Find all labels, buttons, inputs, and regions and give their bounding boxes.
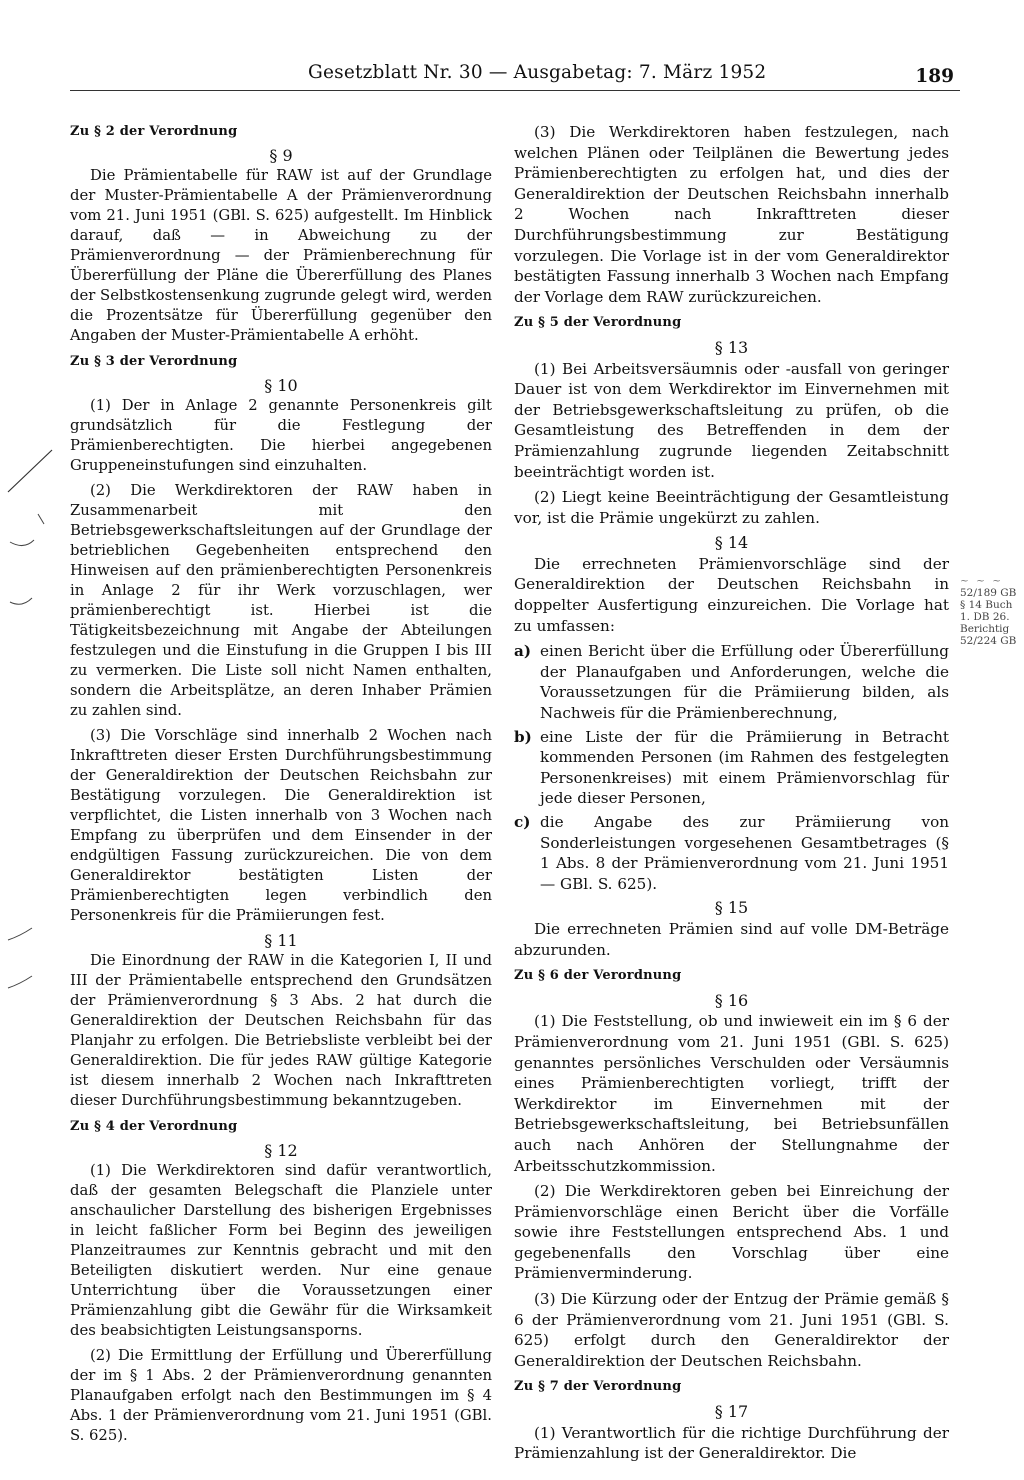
subheading: Zu § 2 der Verordnung [70,124,238,139]
list-item-text: die Angabe des zur Prämiierung von Sonderleistungen vorgesehenen Gesamtbetrages (§ 1 Abs. 8 der Prämienverordnung vom 21. Juni 1951 — GBl. S. 625). [540,813,949,893]
header-title: Gesetzblatt Nr. 30 — Ausgabetag: 7. März 1952 [308,62,767,83]
list-item-label: a) [514,642,532,661]
paragraph: (3) Die Kürzung oder der Entzug der Prämie gemäß § 6 der Prämienverordnung vom 21. Juni 1951 (GBl. S. 625) erfolgt durch den Generaldirektor der Generaldirektion der Deutschen Reichsbahn. [514,1290,949,1370]
paragraph: Die Einordnung der RAW in die Kategorien I, II und III der Prämientabelle entsprechend den Grundsätzen der Prämienverordnung § 3 Abs. 2 hat durch die Generaldirektion der Deutschen Reichsbahn für das Planjahr zu erfolgen. Die Betriebsliste verbleibt bei der Generaldirektion. Die für jedes RAW gültige Kategorie ist diesem innerhalb 2 Wochen nach Inkrafttreten dieser Durchführungsbestimmung bekanntzugeben. [70,952,492,1109]
page-number: 189 [915,66,954,87]
paragraph: (2) Die Werkdirektoren geben bei Einreichung der Prämienvorschläge einen Bericht über die Vorfälle sowie ihre Feststellungen entsprechend Abs. 1 und gegebenenfalls den Vorschlag über eine Prämienverminderung. [514,1182,949,1283]
paragraph: (1) Der in Anlage 2 genannte Personenkreis gilt grundsätzlich für die Festlegung der Prämienberechtigten. Die hierbei angegebenen Gruppeneinstufungen sind einzuhalten. [70,397,492,474]
paragraph: Die Prämientabelle für RAW ist auf der Grundlage der Muster-Prämientabelle A der Prämienverordnung vom 21. Juni 1951 (GBl. S. 625) aufgestellt. Im Hinblick darauf, daß — in Abweichung zu der Prämienverordnung — der Prämienberechnung für Übererfüllung der Pläne die Übererfüllung des Planes der Selbstkostensenkung zugrunde gelegt wird, werden die Prozentsätze für Übererfüllung gegenüber den Angaben der Muster-Prämientabelle A erhöht. [70,167,492,344]
section-number: § 11 [264,931,298,950]
section-number: § 13 [714,337,749,357]
list-item [514,812,949,894]
margin-note [960,575,1024,647]
margin-note-line: 1. DB 26. [960,611,1010,623]
list-item-text: einen Bericht über die Erfüllung oder Übererfüllung der Planaufgaben und Anforderungen, welche die Voraussetzungen für die Prämiierung bilden, als Nachweis für die Prämienberechnung, [540,642,949,723]
page-header [70,62,960,98]
list-item [514,641,949,723]
pencil-stroke [10,598,32,604]
paragraph: (1) Die Feststellung, ob und inwieweit ein im § 6 der Prämienverordnung vom 21. Juni 1951 (GBl. S. 625) genanntes persönliches Verschulden oder Versäumnis eines Prämienberechtigten vorliegt, trifft der Werkdirektor im Einvernehmen mit der Betriebsgewerkschaftsleitung, bei Betriebsunfällen auch nach Anhören der Stellungnahme der Arbeitsschutzkommission. [514,1012,949,1175]
pencil-stroke [8,928,32,940]
margin-note-line: 52/189 GB [960,587,1017,599]
paragraph: (3) Die Werkdirektoren haben festzulegen, nach welchen Plänen oder Teilplänen die Bewertung jedes Prämienberechtigten zu erfolgen hat, und dies der Generaldirektion der Deutschen Reichsbahn innerhalb 2 Wochen nach Inkrafttreten dieser Durchführungsbestimmung zur Bestätigung vorzulegen. Die Vorlage ist in der vom Generaldirektor bestätigten Fassung innerhalb 3 Wochen nach Empfang der Vorlage dem RAW zurückzureichen. [514,123,949,306]
pencil-stroke [38,514,44,524]
paragraph: (2) Die Werkdirektoren der RAW haben in Zusammenarbeit mit den Betriebsgewerkschaftsleitungen auf der Grundlage der betrieblichen Gegebenheiten entsprechend den Hinweisen auf den prämienberechtigten Personenkreis in Anlage 2 für ihr Werk vorzuschlagen, wer prämienberechtigt ist. Hierbei ist die Tätigkeitsbezeichnung mit Angabe der Abteilungen festzulegen und die Einstufung in die Gruppen I bis III zu vermerken. Die Liste soll nicht Namen enthalten, sondern die Arbeitsplätze, an deren Inhaber Prämien zu zahlen sind. [70,482,492,719]
margin-note-line: § 14 Buch [960,599,1013,611]
section-number: § 12 [264,1141,298,1160]
paragraph: (1) Die Werkdirektoren sind dafür verantwortlich, daß der gesamten Belegschaft die Planziele unter anschaulicher Darstellung des bisherigen Ergebnisses in leicht faßlicher Form bei Beginn des jeweiligen Planzeitraumes zur Kenntnis gebracht und mit den Beteiligten diskutiert werden. Nur eine genaue Unterrichtung über die Voraussetzungen einer Prämienzahlung gibt die Gewähr für die Wirksamkeit des beabsichtigten Leistungsansporns. [70,1162,492,1339]
pencil-stroke [8,450,52,492]
header-rule [70,90,960,91]
subheading: Zu § 7 der Verordnung [514,1379,682,1395]
list-item-text: eine Liste der für die Prämiierung in Betracht kommenden Personen (im Rahmen des festgelegten Personenkreises) mit einem Prämienvorschlag für jede dieser Personen, [540,727,949,808]
list-item-label: b) [514,727,532,746]
margin-pencil-marks [0,440,60,640]
margin-pencil-marks-lower [0,920,60,1000]
list-item [514,727,949,809]
section-number: § 15 [714,898,749,918]
section-number: § 10 [264,376,298,395]
margin-note-line: Berichtig [960,623,1010,635]
paragraph: (3) Die Vorschläge sind innerhalb 2 Wochen nach Inkrafttreten dieser Ersten Durchführungsbestimmung der Generaldirektion der Deutschen Reichsbahn zur Bestätigung vorzulegen. Die Generaldirektion ist verpflichtet, die Listen innerhalb von 3 Wochen nach Empfang zu überprüfen und dem Einsender in der endgültigen Fassung zurückzureichen. Die von dem Generaldirektor bestätigten Listen der Prämienberechtigten legen verbindlich den Personenkreis für die Prämiierungen fest. [70,727,492,924]
section-number: § 14 [714,533,749,553]
paragraph: (1) Verantwortlich für die richtige Durchführung der Prämienzahlung ist der Generaldirektor. Die [514,1423,949,1463]
margin-squiggle: ~ ~ ~ [960,575,1004,587]
paragraph: (2) Liegt keine Beeinträchtigung der Gesamtleistung vor, ist die Prämie ungekürzt zu zahlen. [514,488,949,527]
list-item-label: c) [514,813,531,831]
margin-note-line: 52/224 GB [960,635,1017,647]
paragraph: Die errechneten Prämien sind auf volle DM-Beträge abzurunden. [514,919,949,959]
paragraph: Die errechneten Prämienvorschläge sind der Generaldirektion der Deutschen Reichsbahn in doppelter Ausfertigung einzureichen. Die Vorlage hat zu umfassen: [514,554,949,635]
right-column [514,122,949,1469]
left-column [70,116,492,1451]
section-number: § 9 [269,146,293,165]
paragraph: (1) Bei Arbeitsversäumnis oder -ausfall von geringer Dauer ist von dem Werkdirektor im Einvernehmen mit der Betriebsgewerkschaftsleitung zu prüfen, ob die Gesamtleistung des Betreffenden in dem der Prämienzahlung zugrunde liegenden Zeitabschnitt beeinträchtigt worden ist. [514,359,949,481]
paragraph: (2) Die Ermittlung der Erfüllung und Übererfüllung der im § 1 Abs. 2 der Prämienverordnung genannten Planaufgaben erfolgt nach den Bestimmungen im § 4 Abs. 1 der Prämienverordnung vom 21. Juni 1951 (GBl. S. 625). [70,1347,492,1444]
subheading: Zu § 6 der Verordnung [514,968,682,984]
section-number: § 16 [714,990,749,1010]
pencil-stroke [10,540,34,546]
subheading: Zu § 5 der Verordnung [514,315,682,331]
subheading: Zu § 3 der Verordnung [70,354,238,369]
subheading: Zu § 4 der Verordnung [70,1119,238,1134]
pencil-stroke [8,976,32,988]
section-number: § 17 [714,1402,749,1422]
